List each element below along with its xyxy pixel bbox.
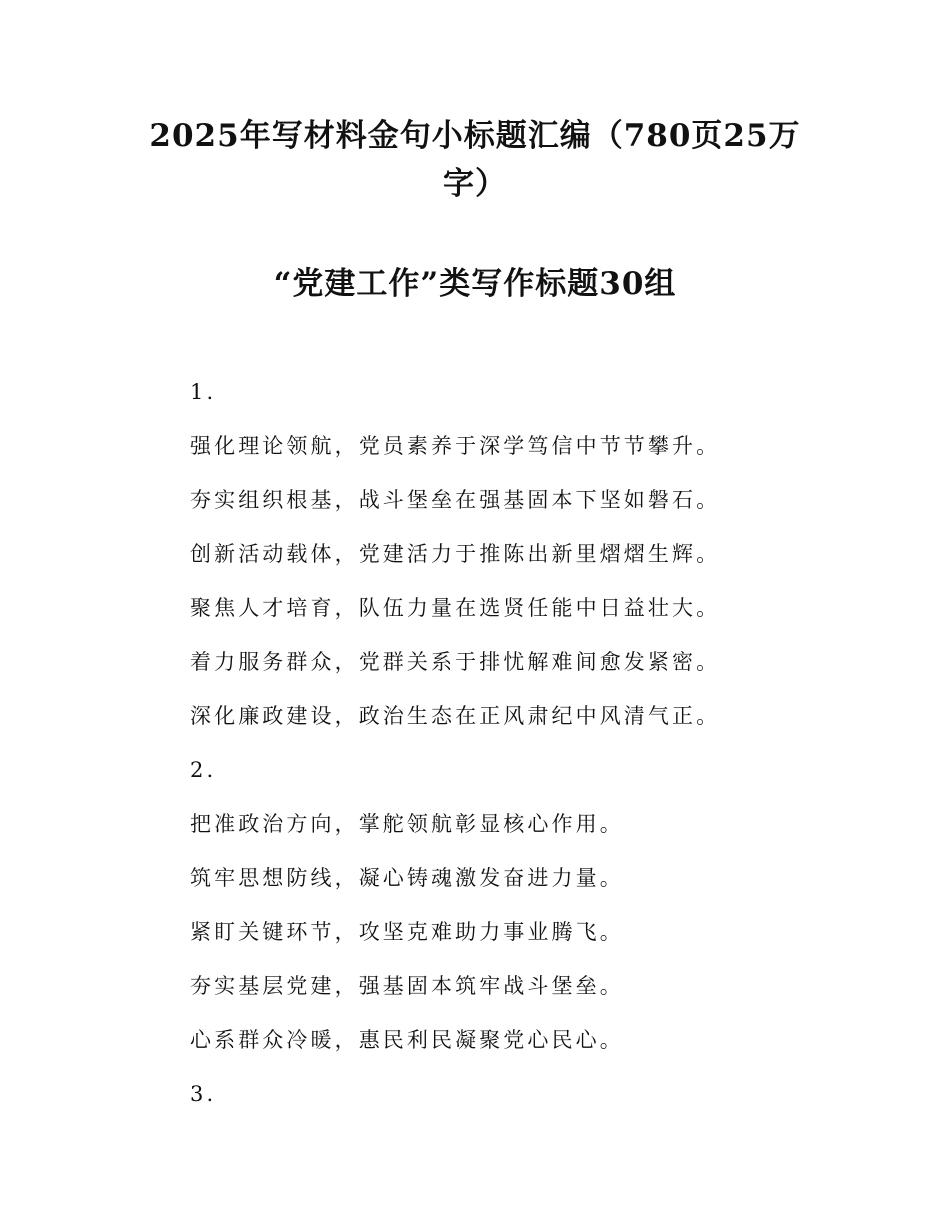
section-title: “党建工作”类写作标题30组 bbox=[273, 266, 677, 302]
body-line: 夯实组织根基，战斗堡垒在强基固本下坚如磐石。 bbox=[190, 488, 721, 512]
body-line: 深化廉政建设，政治生态在正风肃纪中风清气正。 bbox=[190, 704, 721, 728]
section-number: 2. bbox=[190, 758, 217, 782]
body-line: 夯实基层党建，强基固本筑牢战斗堡垒。 bbox=[190, 974, 624, 998]
body-line: 创新活动载体，党建活力于推陈出新里熠熠生辉。 bbox=[190, 542, 721, 566]
body-line: 筑牢思想防线，凝心铸魂激发奋进力量。 bbox=[190, 866, 624, 890]
section-number: 3. bbox=[190, 1082, 217, 1106]
body-line: 心系群众冷暖，惠民利民凝聚党心民心。 bbox=[190, 1028, 624, 1052]
body-line: 着力服务群众，党群关系于排忧解难间愈发紧密。 bbox=[190, 650, 721, 674]
body-line: 紧盯关键环节，攻坚克难助力事业腾飞。 bbox=[190, 920, 624, 944]
body-line: 把准政治方向，掌舵领航彰显核心作用。 bbox=[190, 812, 624, 836]
document-title: 2025年写材料金句小标题汇编（780页25万字） bbox=[149, 118, 801, 202]
section-number: 1. bbox=[190, 380, 217, 404]
body-line: 聚焦人才培育，队伍力量在选贤任能中日益壮大。 bbox=[190, 596, 721, 620]
document-body bbox=[190, 365, 810, 1121]
body-line: 强化理论领航，党员素养于深学笃信中节节攀升。 bbox=[190, 434, 721, 458]
